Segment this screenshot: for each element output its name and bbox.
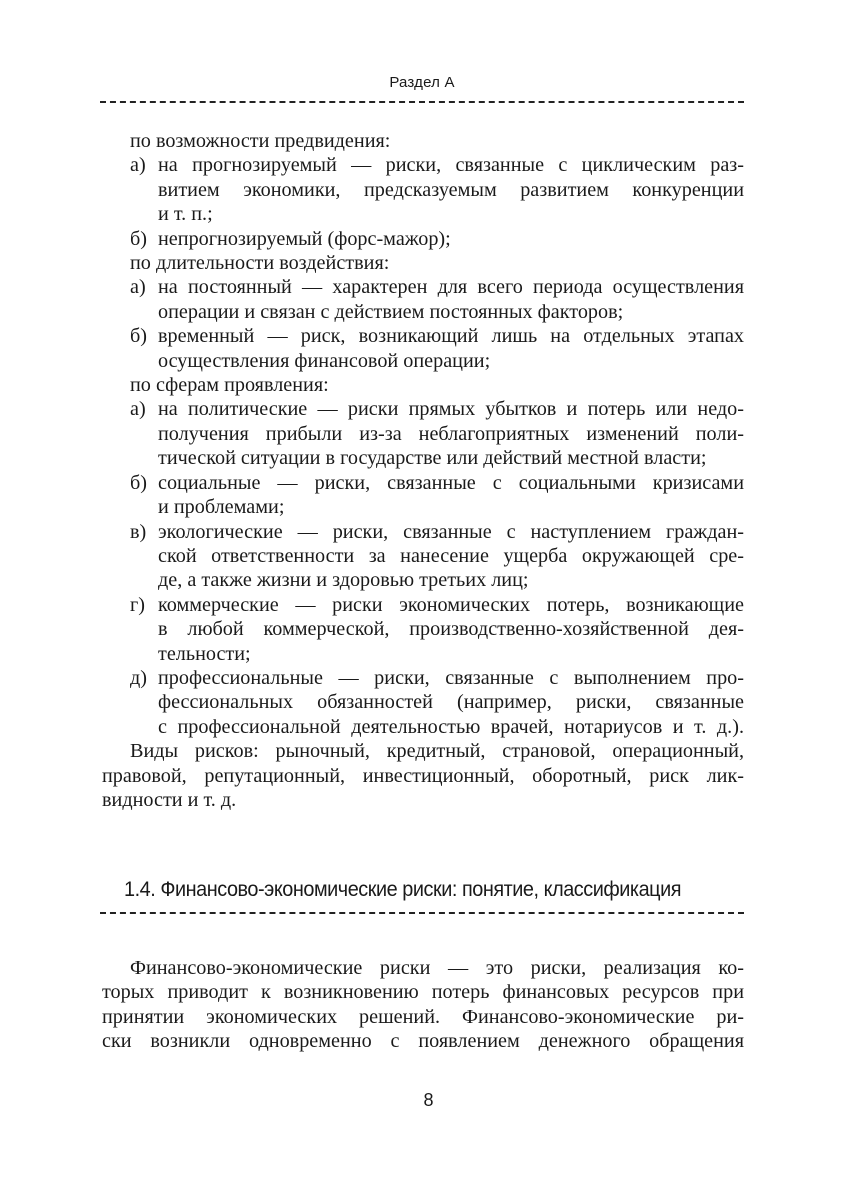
text-line: видности и т. д. [102,788,237,811]
text-line: правовой, репутационный, инвестиционный, оборотный, риск лик- [102,764,744,787]
list-marker: б) [130,227,147,250]
text-line: получения прибыли из-за неблагоприятных изменений поли- [158,422,744,445]
text-line: с профессиональной деятельностью врачей, нотариусов и т. д.). [158,715,744,738]
text-line: тической ситуации в государстве или действий местной власти; [158,447,707,470]
text-line: и проблемами; [158,496,285,519]
list-item-social [130,471,744,520]
text-line: ской ответственности за нанесение ущерба окружающей сре- [158,544,744,567]
list-marker: в) [130,520,147,543]
text-line: осуществления финансовой операции; [158,349,491,372]
list-marker: б) [130,325,147,348]
page-number: 8 [423,1090,434,1110]
list-marker: б) [130,471,147,494]
list-item-temporary [130,324,744,373]
list-item-unforecastable [130,227,744,251]
section-rule [100,912,744,914]
list-marker: а) [130,276,146,299]
text-line: непрогнозируемый (форс-мажор); [158,227,451,250]
list-item-commercial [130,593,744,666]
text-line: принятии экономических решений. Финансово-экономические ри- [102,1005,744,1028]
text-line: в любой коммерческой, производственно-хозяйственной дея- [158,618,744,641]
running-head: Раздел А [389,74,455,91]
text-line: коммерческие — риски экономических потерь, возникающие [158,593,744,616]
body-text [102,129,744,812]
group-label-foresight: по возможности предвидения: [130,130,391,152]
header-rule [100,101,744,103]
text-line: де, а также жизни и здоровью третьих лиц; [158,569,529,592]
text-line: и т. п.; [158,203,213,226]
text-line: ски возникли одновременно с появлением денежного обращения [102,1030,744,1053]
list-item-political [130,397,744,470]
section-paragraph [102,956,744,1054]
section-heading: 1.4. Финансово-экономические риски: понятие, классификация [124,876,682,901]
text-line: торых приводит к возникновению потерь финансовых ресурсов при [102,981,744,1004]
text-line: фессиональных обязанностей (например, риски, связанные [158,691,744,714]
text-line: Виды рисков: рыночный, кредитный, страновой, операционный, [130,740,744,763]
text-line: на постоянный — характерен для всего периода осуществления [158,276,744,299]
text-line: Финансово-экономические риски — это риски, реализация ко- [130,957,744,979]
text-line: тельности; [158,642,251,665]
text-line: на политические — риски прямых убытков и потерь или недо- [158,398,744,421]
text-line: временный — риск, возникающий лишь на отдельных этапах [158,325,744,348]
text-line: социальные — риски, связанные с социальными кризисами [158,471,744,494]
group-label-spheres: по сферам проявления: [130,374,329,397]
list-marker: а) [130,154,146,177]
group-label-duration: по длительности воздействия: [130,252,390,275]
list-marker: а) [130,398,146,421]
list-marker: г) [130,593,146,616]
text-line: витием экономики, предсказуемым развитием конкуренции [158,178,744,201]
list-item-professional [130,666,744,739]
text-line: операции и связан с действием постоянных факторов; [158,300,624,323]
list-marker: д) [130,666,147,689]
risk-types-paragraph [102,739,744,812]
text-line: профессиональные — риски, связанные с выполнением про- [158,666,744,689]
text-line: экологические — риски, связанные с наступлением граждан- [158,520,744,543]
text-line: на прогнозируемый — риски, связанные с циклическим раз- [158,154,744,177]
list-item-forecastable [130,153,744,226]
list-item-ecological [130,520,744,593]
list-item-permanent [130,275,744,324]
